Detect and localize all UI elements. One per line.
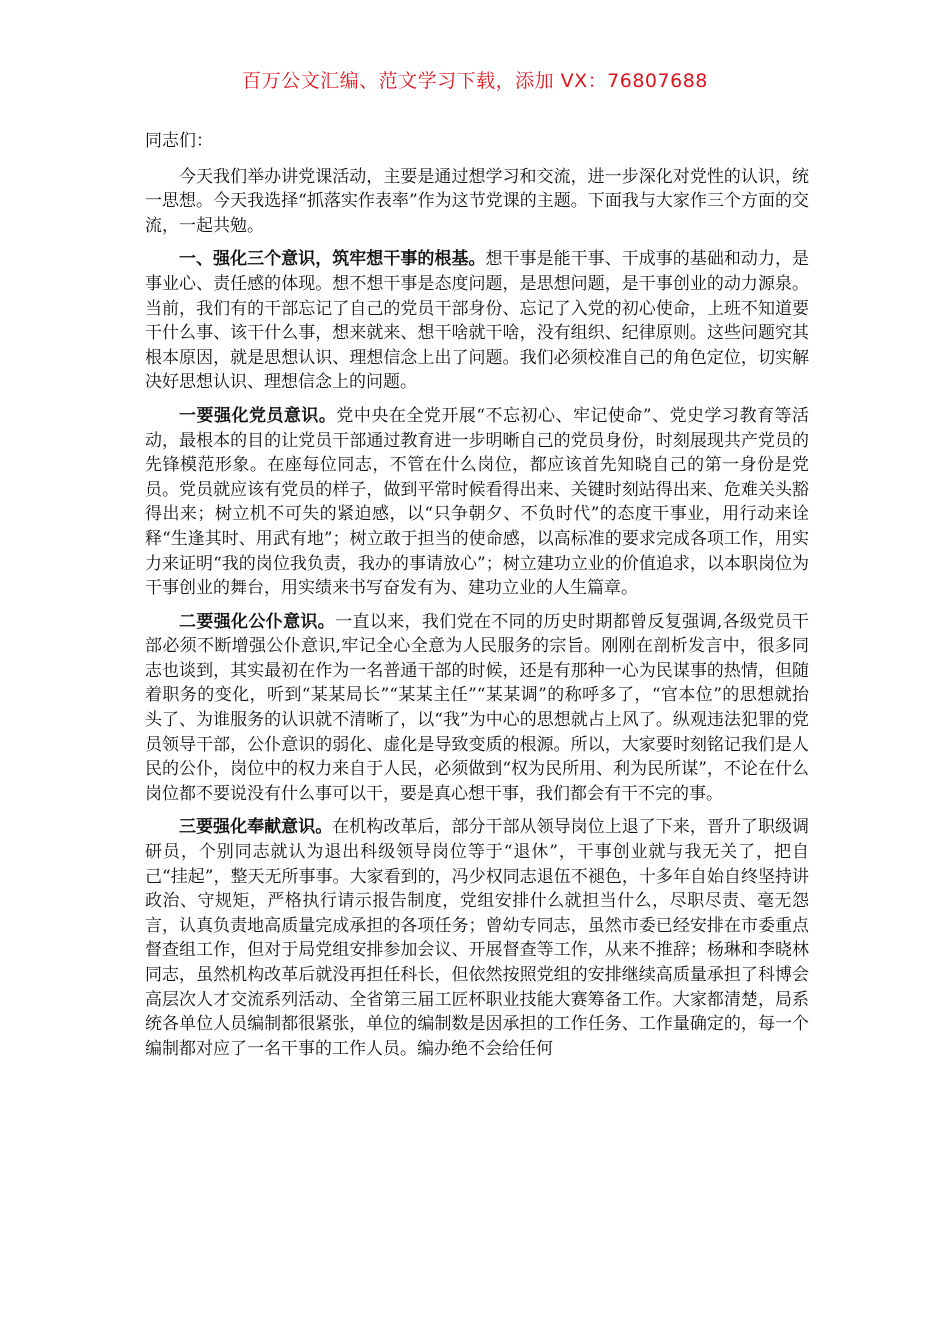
- paragraph-intro: [145, 165, 809, 239]
- paragraph-lead: 一、强化三个意识，筑牢想干事的根基。: [179, 249, 486, 270]
- paragraph-public-servant-awareness: [145, 610, 809, 807]
- paragraph-section-one: [145, 247, 809, 395]
- paragraph-lead: 三要强化奉献意识。: [179, 817, 333, 838]
- paragraph-party-member-awareness: [145, 404, 809, 601]
- header-banner: 百万公文汇编、范文学习下载，添加 VX：76807688: [242, 70, 708, 92]
- paragraph-text: 党中央在全党开展“不忘初心、牢记使命”、党史学习教育等活动，最根本的目的让党员干部通过教育进一步明晰自己的党员身份，时刻展现共产党员的先锋模范形象。在座每位同志，不管在什么岗位，都应该首先知晓自己的第一身份是党员。党员就应该有党员的样子，做到平常时候看得出来、关键时刻站得出来、危难关头豁得出来；树立机不可失的紧迫感，以“只争朝夕、不负时代”的态度干事业，用行动来诠释“生逢其时、用武有地”；树立敢于担当的使命感，以高标准的要求完成各项工作，用实力来证明“我的岗位我负责，我办的事请放心”；树立建功立业的价值追求，以本职岗位为干事创业的舞台，用实绩来书写奋发有为、建功立业的人生篇章。: [145, 405, 809, 599]
- paragraph-text: 想干事是能干事、干成事的基础和动力，是事业心、责任感的体现。想不想干事是态度问题，是思想问题，是干事创业的动力源泉。当前，我们有的干部忘记了自己的党员干部身份、忘记了入党的初心使命，上班不知道要干什么事、该干什么事，想来就来、想干啥就干啥，没有组织、纪律原则。这些问题究其根本原因，就是思想认识、理想信念上出了问题。我们必须校准自己的角色定位，切实解决好思想认识、理想信念上的问题。: [145, 249, 809, 393]
- paragraph-text: 在机构改革后，部分干部从领导岗位上退了下来，晋升了职级调研员，个别同志就认为退出科级领导岗位等于“退休”，干事创业就与我无关了，把自己“挂起”，整天无所事事。大家看到的，冯少权同志退伍不褪色，十多年自始自终坚持讲政治、守规矩，严格执行请示报告制度，党组安排什么就担当什么，尽职尽责、毫无怨言，认真负责地高质量完成承担的各项任务；曾幼专同志，虽然市委已经安排在市委重点督查组工作，但对于局党组安排参加会议、开展督查等工作，从来不推辞；杨琳和李晓林同志，虽然机构改革后就没再担任科长，但依然按照党组的安排继续高质量承担了科博会高层次人才交流系列活动、全省第三届工匠杯职业技能大赛筹备工作。大家都清楚，局系统各单位人员编制都很紧张，单位的编制数是因承担的工作任务、工作量确定的，每一个编制都对应了一名干事的工作人员。编办绝不会给任何: [145, 817, 809, 1059]
- salutation: 同志们：: [145, 131, 213, 151]
- paragraph-lead: 二要强化公仆意识。: [179, 611, 336, 632]
- document-body: [145, 129, 809, 1070]
- paragraph-text: 今天我们举办讲党课活动，主要是通过想学习和交流，进一步深化对党性的认识，统一思想。今天我选择“抓落实作表率”作为这节党课的主题。下面我与大家作三个方面的交流，一起共勉。: [145, 166, 809, 236]
- paragraph-lead: 一要强化党员意识。: [179, 405, 337, 426]
- paragraph-dedication-awareness: [145, 815, 809, 1061]
- paragraph-text: 一直以来，我们党在不同的历史时期都曾反复强调,各级党员干部必须不断增强公仆意识,牢记全心全意为人民服务的宗旨。刚刚在剖析发言中，很多同志也谈到，其实最初在作为一名普通干部的时候，还是有那种一心为民谋事的热情，但随着职务的变化，听到“某某局长”“某某主任”“某某调”的称呼多了，“官本位”的思想就抬头了、为谁服务的认识就不清晰了，以“我”为中心的思想就占上风了。纵观违法犯罪的党员领导干部，公仆意识的弱化、虚化是导致变质的根源。所以，大家要时刻铭记我们是人民的公仆，岗位中的权力来自于人民，必须做到“权为民所用、利为民所谋”，不论在什么岗位都不要说没有什么事可以干，要是真心想干事，我们都会有干不完的事。: [145, 611, 810, 804]
